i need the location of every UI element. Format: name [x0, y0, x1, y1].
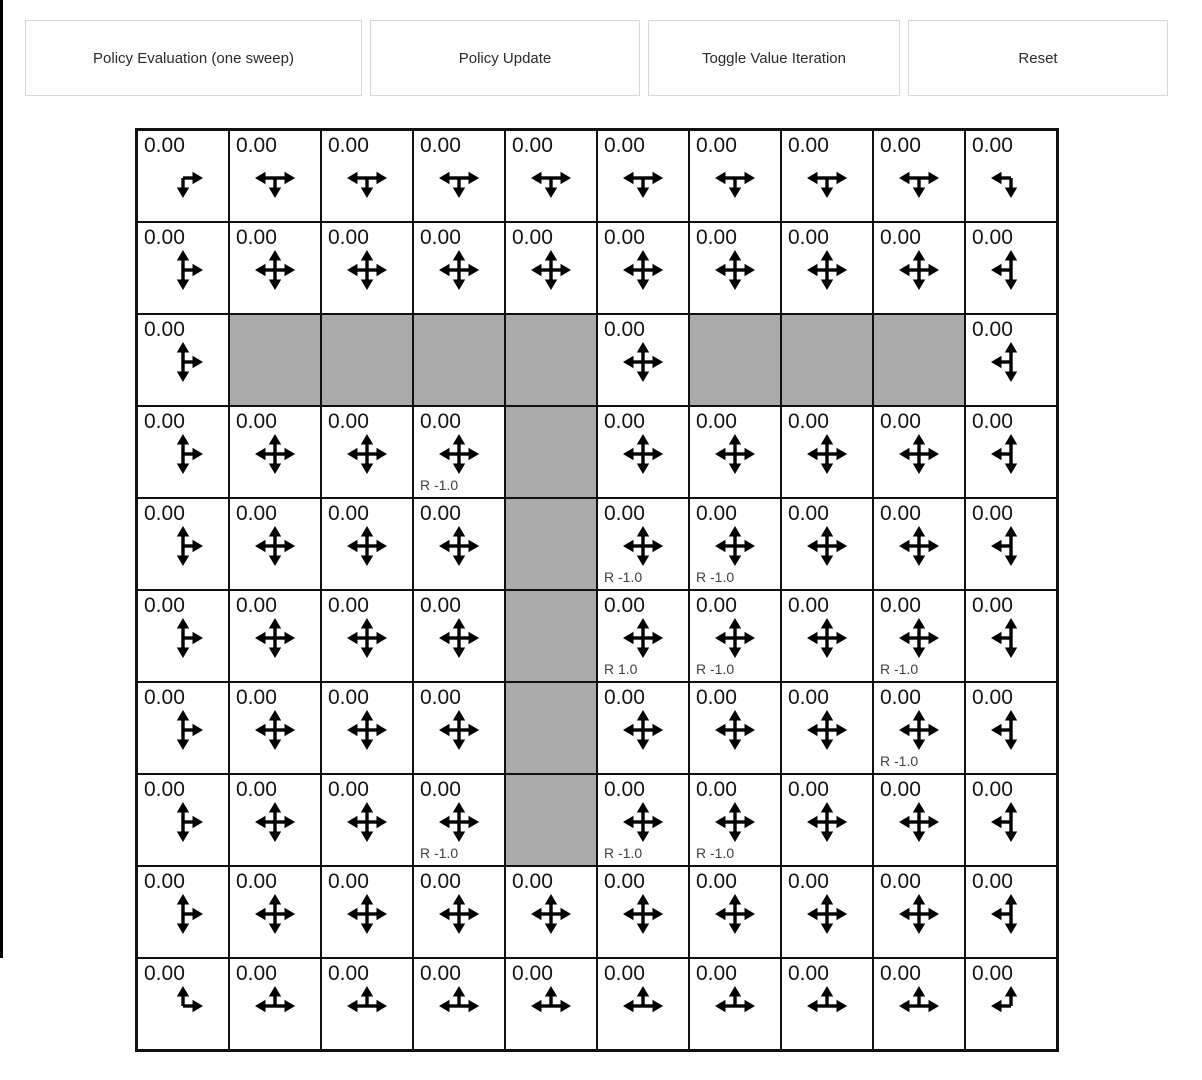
policy-arrows-icon — [528, 891, 574, 937]
policy-arrows-icon — [160, 431, 206, 477]
policy-arrows-icon — [344, 799, 390, 845]
cell-value: 0.00 — [328, 502, 369, 525]
cell-value: 0.00 — [144, 318, 185, 341]
grid-cell[interactable] — [689, 406, 781, 498]
cell-value: 0.00 — [972, 318, 1013, 341]
grid-cell[interactable] — [413, 406, 505, 498]
grid-cell[interactable] — [505, 866, 597, 958]
cell-value: 0.00 — [604, 870, 645, 893]
cell-value: 0.00 — [604, 594, 645, 617]
policy-arrows-icon — [252, 247, 298, 293]
grid-cell[interactable] — [137, 958, 229, 1050]
grid-cell[interactable] — [597, 314, 689, 406]
grid-cell[interactable] — [321, 682, 413, 774]
grid-cell[interactable] — [781, 222, 873, 314]
wall-cell — [505, 406, 597, 498]
policy-arrows-icon — [620, 891, 666, 937]
grid-cell[interactable] — [413, 498, 505, 590]
policy-arrows-icon — [252, 799, 298, 845]
cell-value: 0.00 — [604, 318, 645, 341]
cell-value: 0.00 — [788, 502, 829, 525]
grid-cell[interactable] — [137, 866, 229, 958]
cell-value: 0.00 — [788, 410, 829, 433]
reward-label: R -1.0 — [880, 661, 919, 677]
cell-value: 0.00 — [420, 502, 461, 525]
grid-cell[interactable] — [965, 314, 1057, 406]
policy-arrows-icon — [160, 247, 206, 293]
policy-arrows-icon — [988, 615, 1034, 661]
cell-value: 0.00 — [604, 686, 645, 709]
cell-value: 0.00 — [328, 778, 369, 801]
cell-value: 0.00 — [696, 594, 737, 617]
grid-cell[interactable] — [137, 222, 229, 314]
grid-cell[interactable] — [689, 222, 781, 314]
grid-cell[interactable] — [505, 222, 597, 314]
cell-value: 0.00 — [972, 962, 1013, 985]
cell-value: 0.00 — [328, 410, 369, 433]
grid-cell[interactable] — [873, 774, 965, 866]
wall-cell — [505, 314, 597, 406]
cell-value: 0.00 — [144, 594, 185, 617]
cell-value: 0.00 — [972, 134, 1013, 157]
policy-arrows-icon — [712, 431, 758, 477]
cell-value: 0.00 — [420, 410, 461, 433]
grid-cell[interactable] — [873, 222, 965, 314]
grid-cell[interactable] — [689, 866, 781, 958]
grid-cell[interactable] — [781, 130, 873, 222]
cell-value: 0.00 — [696, 134, 737, 157]
policy-arrows-icon — [896, 615, 942, 661]
policy-arrows-icon — [896, 155, 942, 201]
grid-cell[interactable] — [597, 130, 689, 222]
cell-value: 0.00 — [236, 410, 277, 433]
policy-arrows-icon — [988, 155, 1034, 201]
cell-value: 0.00 — [696, 410, 737, 433]
grid-cell[interactable] — [781, 498, 873, 590]
cell-value: 0.00 — [880, 870, 921, 893]
cell-value: 0.00 — [880, 410, 921, 433]
cell-value: 0.00 — [236, 226, 277, 249]
policy-arrows-icon — [712, 707, 758, 753]
cell-value: 0.00 — [972, 410, 1013, 433]
grid-cell[interactable] — [137, 498, 229, 590]
policy-arrows-icon — [620, 247, 666, 293]
cell-value: 0.00 — [972, 502, 1013, 525]
grid-cell[interactable] — [689, 774, 781, 866]
policy-arrows-icon — [804, 983, 850, 1029]
grid-cell[interactable] — [229, 682, 321, 774]
grid-cell[interactable] — [965, 958, 1057, 1050]
grid-cell[interactable] — [689, 498, 781, 590]
cell-value: 0.00 — [328, 870, 369, 893]
grid-cell[interactable] — [229, 406, 321, 498]
cell-value: 0.00 — [788, 962, 829, 985]
policy-arrows-icon — [712, 155, 758, 201]
grid-cell[interactable] — [137, 130, 229, 222]
wall-cell — [781, 314, 873, 406]
grid-cell[interactable] — [781, 590, 873, 682]
policy-arrows-icon — [896, 891, 942, 937]
policy-arrows-icon — [896, 799, 942, 845]
cell-value: 0.00 — [604, 134, 645, 157]
grid-cell[interactable] — [873, 130, 965, 222]
policy-arrows-icon — [344, 523, 390, 569]
policy-arrows-icon — [620, 523, 666, 569]
cell-value: 0.00 — [236, 134, 277, 157]
policy-arrows-icon — [252, 891, 298, 937]
reward-label: R -1.0 — [696, 661, 735, 677]
wall-cell — [229, 314, 321, 406]
grid-cell[interactable] — [321, 222, 413, 314]
grid-cell[interactable] — [689, 590, 781, 682]
cell-value: 0.00 — [788, 134, 829, 157]
grid-cell[interactable] — [137, 682, 229, 774]
cell-value: 0.00 — [144, 778, 185, 801]
policy-arrows-icon — [804, 247, 850, 293]
policy-arrows-icon — [252, 615, 298, 661]
policy-arrows-icon — [160, 983, 206, 1029]
cell-value: 0.00 — [880, 686, 921, 709]
policy-arrows-icon — [436, 155, 482, 201]
grid-cell[interactable] — [597, 498, 689, 590]
reset-button[interactable]: Reset — [908, 20, 1168, 96]
policy-arrows-icon — [804, 799, 850, 845]
toolbar — [25, 20, 1168, 96]
grid-cell[interactable] — [413, 958, 505, 1050]
policy-arrows-icon — [436, 799, 482, 845]
policy-arrows-icon — [160, 339, 206, 385]
cell-value: 0.00 — [236, 870, 277, 893]
policy-arrows-icon — [804, 431, 850, 477]
grid-cell[interactable] — [965, 590, 1057, 682]
cell-value: 0.00 — [328, 686, 369, 709]
policy-arrows-icon — [804, 707, 850, 753]
policy-arrows-icon — [988, 523, 1034, 569]
grid-cell[interactable] — [597, 682, 689, 774]
reward-label: R -1.0 — [420, 477, 459, 493]
cell-value: 0.00 — [512, 870, 553, 893]
policy-arrows-icon — [712, 799, 758, 845]
grid-cell[interactable] — [965, 498, 1057, 590]
grid-cell[interactable] — [229, 958, 321, 1050]
cell-value: 0.00 — [420, 870, 461, 893]
wall-cell — [689, 314, 781, 406]
policy-arrows-icon — [988, 891, 1034, 937]
policy-arrows-icon — [988, 983, 1034, 1029]
grid-cell[interactable] — [321, 774, 413, 866]
policy-arrows-icon — [252, 983, 298, 1029]
grid-cell[interactable] — [965, 866, 1057, 958]
cell-value: 0.00 — [328, 226, 369, 249]
cell-value: 0.00 — [696, 502, 737, 525]
wall-cell — [505, 498, 597, 590]
cell-value: 0.00 — [144, 410, 185, 433]
policy-arrows-icon — [988, 707, 1034, 753]
grid-cell[interactable] — [965, 682, 1057, 774]
grid-cell[interactable] — [413, 130, 505, 222]
reward-label: R 1.0 — [604, 661, 638, 677]
cell-value: 0.00 — [972, 778, 1013, 801]
cell-value: 0.00 — [604, 962, 645, 985]
grid-cell[interactable] — [413, 866, 505, 958]
wall-cell — [505, 682, 597, 774]
grid-cell[interactable] — [413, 774, 505, 866]
grid-cell[interactable] — [965, 406, 1057, 498]
grid-cell[interactable] — [321, 130, 413, 222]
reward-label: R -1.0 — [696, 569, 735, 585]
grid-cell[interactable] — [689, 130, 781, 222]
grid-cell[interactable] — [597, 774, 689, 866]
policy-arrows-icon — [804, 615, 850, 661]
wall-cell — [413, 314, 505, 406]
cell-value: 0.00 — [696, 870, 737, 893]
window-edge-line — [0, 0, 3, 958]
cell-value: 0.00 — [420, 686, 461, 709]
grid-cell[interactable] — [229, 498, 321, 590]
policy-arrows-icon — [620, 339, 666, 385]
policy-arrows-icon — [712, 615, 758, 661]
grid-cell[interactable] — [781, 406, 873, 498]
cell-value: 0.00 — [788, 226, 829, 249]
grid-cell[interactable] — [321, 498, 413, 590]
policy-arrows-icon — [988, 247, 1034, 293]
grid-cell[interactable] — [873, 866, 965, 958]
grid-cell[interactable] — [137, 774, 229, 866]
policy-arrows-icon — [804, 891, 850, 937]
cell-value: 0.00 — [420, 134, 461, 157]
grid-cell[interactable] — [229, 774, 321, 866]
policy-arrows-icon — [528, 983, 574, 1029]
cell-value: 0.00 — [420, 226, 461, 249]
cell-value: 0.00 — [696, 686, 737, 709]
policy-arrows-icon — [896, 983, 942, 1029]
policy-arrows-icon — [252, 523, 298, 569]
policy-arrows-icon — [160, 155, 206, 201]
cell-value: 0.00 — [236, 962, 277, 985]
cell-value: 0.00 — [604, 778, 645, 801]
grid-cell[interactable] — [689, 958, 781, 1050]
cell-value: 0.00 — [696, 778, 737, 801]
grid-cell[interactable] — [873, 958, 965, 1050]
cell-value: 0.00 — [144, 502, 185, 525]
policy-evaluation-button[interactable]: Policy Evaluation (one sweep) — [25, 20, 362, 96]
cell-value: 0.00 — [328, 134, 369, 157]
policy-arrows-icon — [804, 523, 850, 569]
reward-label: R -1.0 — [604, 845, 643, 861]
grid-cell[interactable] — [505, 130, 597, 222]
policy-arrows-icon — [620, 707, 666, 753]
policy-arrows-icon — [712, 891, 758, 937]
cell-value: 0.00 — [972, 870, 1013, 893]
policy-arrows-icon — [436, 247, 482, 293]
grid-cell[interactable] — [597, 958, 689, 1050]
grid-cell[interactable] — [137, 590, 229, 682]
grid-cell[interactable] — [321, 958, 413, 1050]
reward-label: R -1.0 — [696, 845, 735, 861]
grid-cell[interactable] — [229, 590, 321, 682]
cell-value: 0.00 — [144, 686, 185, 709]
grid-cell[interactable] — [689, 682, 781, 774]
cell-value: 0.00 — [236, 778, 277, 801]
cell-value: 0.00 — [880, 962, 921, 985]
cell-value: 0.00 — [144, 226, 185, 249]
policy-arrows-icon — [160, 615, 206, 661]
grid-cell[interactable] — [781, 866, 873, 958]
grid-cell[interactable] — [781, 682, 873, 774]
cell-value: 0.00 — [420, 778, 461, 801]
cell-value: 0.00 — [788, 870, 829, 893]
grid-cell[interactable] — [597, 406, 689, 498]
grid-cell[interactable] — [965, 222, 1057, 314]
cell-value: 0.00 — [788, 594, 829, 617]
cell-value: 0.00 — [512, 962, 553, 985]
policy-arrows-icon — [160, 799, 206, 845]
policy-arrows-icon — [252, 431, 298, 477]
gridworld — [135, 128, 1059, 1052]
policy-arrows-icon — [620, 155, 666, 201]
policy-arrows-icon — [712, 983, 758, 1029]
policy-arrows-icon — [160, 891, 206, 937]
grid-cell[interactable] — [137, 314, 229, 406]
policy-arrows-icon — [620, 799, 666, 845]
grid-cell[interactable] — [873, 406, 965, 498]
reward-label: R -1.0 — [880, 753, 919, 769]
grid-cell[interactable] — [873, 682, 965, 774]
cell-value: 0.00 — [696, 226, 737, 249]
policy-arrows-icon — [344, 891, 390, 937]
grid-cell[interactable] — [597, 866, 689, 958]
cell-value: 0.00 — [604, 226, 645, 249]
cell-value: 0.00 — [144, 134, 185, 157]
cell-value: 0.00 — [236, 594, 277, 617]
cell-value: 0.00 — [328, 962, 369, 985]
policy-arrows-icon — [160, 707, 206, 753]
cell-value: 0.00 — [236, 502, 277, 525]
cell-value: 0.00 — [236, 686, 277, 709]
cell-value: 0.00 — [696, 962, 737, 985]
policy-arrows-icon — [712, 523, 758, 569]
policy-arrows-icon — [436, 707, 482, 753]
policy-arrows-icon — [896, 523, 942, 569]
policy-arrows-icon — [436, 615, 482, 661]
wall-cell — [321, 314, 413, 406]
grid-cell[interactable] — [965, 774, 1057, 866]
grid-cell[interactable] — [229, 222, 321, 314]
policy-arrows-icon — [896, 247, 942, 293]
wall-cell — [873, 314, 965, 406]
policy-arrows-icon — [436, 983, 482, 1029]
policy-arrows-icon — [896, 707, 942, 753]
policy-arrows-icon — [988, 339, 1034, 385]
grid-cell[interactable] — [873, 590, 965, 682]
policy-arrows-icon — [436, 523, 482, 569]
reward-label: R -1.0 — [420, 845, 459, 861]
policy-arrows-icon — [344, 983, 390, 1029]
policy-arrows-icon — [528, 155, 574, 201]
cell-value: 0.00 — [880, 594, 921, 617]
cell-value: 0.00 — [604, 410, 645, 433]
cell-value: 0.00 — [880, 778, 921, 801]
wall-cell — [505, 590, 597, 682]
policy-arrows-icon — [620, 615, 666, 661]
grid-cell[interactable] — [229, 130, 321, 222]
cell-value: 0.00 — [604, 502, 645, 525]
cell-value: 0.00 — [788, 778, 829, 801]
cell-value: 0.00 — [144, 870, 185, 893]
cell-value: 0.00 — [328, 594, 369, 617]
grid-cell[interactable] — [321, 866, 413, 958]
cell-value: 0.00 — [880, 134, 921, 157]
policy-arrows-icon — [620, 431, 666, 477]
policy-arrows-icon — [344, 431, 390, 477]
grid-cell[interactable] — [321, 590, 413, 682]
cell-value: 0.00 — [420, 594, 461, 617]
toggle-value-iteration-button[interactable]: Toggle Value Iteration — [648, 20, 900, 96]
policy-arrows-icon — [436, 431, 482, 477]
cell-value: 0.00 — [512, 134, 553, 157]
policy-arrows-icon — [252, 155, 298, 201]
policy-arrows-icon — [252, 707, 298, 753]
cell-value: 0.00 — [972, 686, 1013, 709]
grid-cell[interactable] — [413, 222, 505, 314]
grid-cell[interactable] — [321, 406, 413, 498]
policy-arrows-icon — [988, 431, 1034, 477]
cell-value: 0.00 — [144, 962, 185, 985]
policy-arrows-icon — [344, 155, 390, 201]
policy-update-button[interactable]: Policy Update — [370, 20, 640, 96]
grid-cell[interactable] — [965, 130, 1057, 222]
policy-arrows-icon — [344, 247, 390, 293]
cell-value: 0.00 — [972, 226, 1013, 249]
policy-arrows-icon — [160, 523, 206, 569]
policy-arrows-icon — [344, 615, 390, 661]
grid-cell[interactable] — [229, 866, 321, 958]
grid-cell[interactable] — [597, 222, 689, 314]
grid-cell[interactable] — [873, 498, 965, 590]
policy-arrows-icon — [712, 247, 758, 293]
wall-cell — [505, 774, 597, 866]
reward-label: R -1.0 — [604, 569, 643, 585]
cell-value: 0.00 — [420, 962, 461, 985]
policy-arrows-icon — [528, 247, 574, 293]
policy-arrows-icon — [804, 155, 850, 201]
grid-cell[interactable] — [413, 682, 505, 774]
grid-cell[interactable] — [781, 958, 873, 1050]
grid-cell[interactable] — [781, 774, 873, 866]
grid-cell[interactable] — [597, 590, 689, 682]
policy-arrows-icon — [436, 891, 482, 937]
grid-cell[interactable] — [137, 406, 229, 498]
cell-value: 0.00 — [972, 594, 1013, 617]
cell-value: 0.00 — [880, 502, 921, 525]
policy-arrows-icon — [620, 983, 666, 1029]
policy-arrows-icon — [896, 431, 942, 477]
cell-value: 0.00 — [880, 226, 921, 249]
policy-arrows-icon — [988, 799, 1034, 845]
cell-value: 0.00 — [512, 226, 553, 249]
cell-value: 0.00 — [788, 686, 829, 709]
grid-cell[interactable] — [505, 958, 597, 1050]
grid-cell[interactable] — [413, 590, 505, 682]
policy-arrows-icon — [344, 707, 390, 753]
